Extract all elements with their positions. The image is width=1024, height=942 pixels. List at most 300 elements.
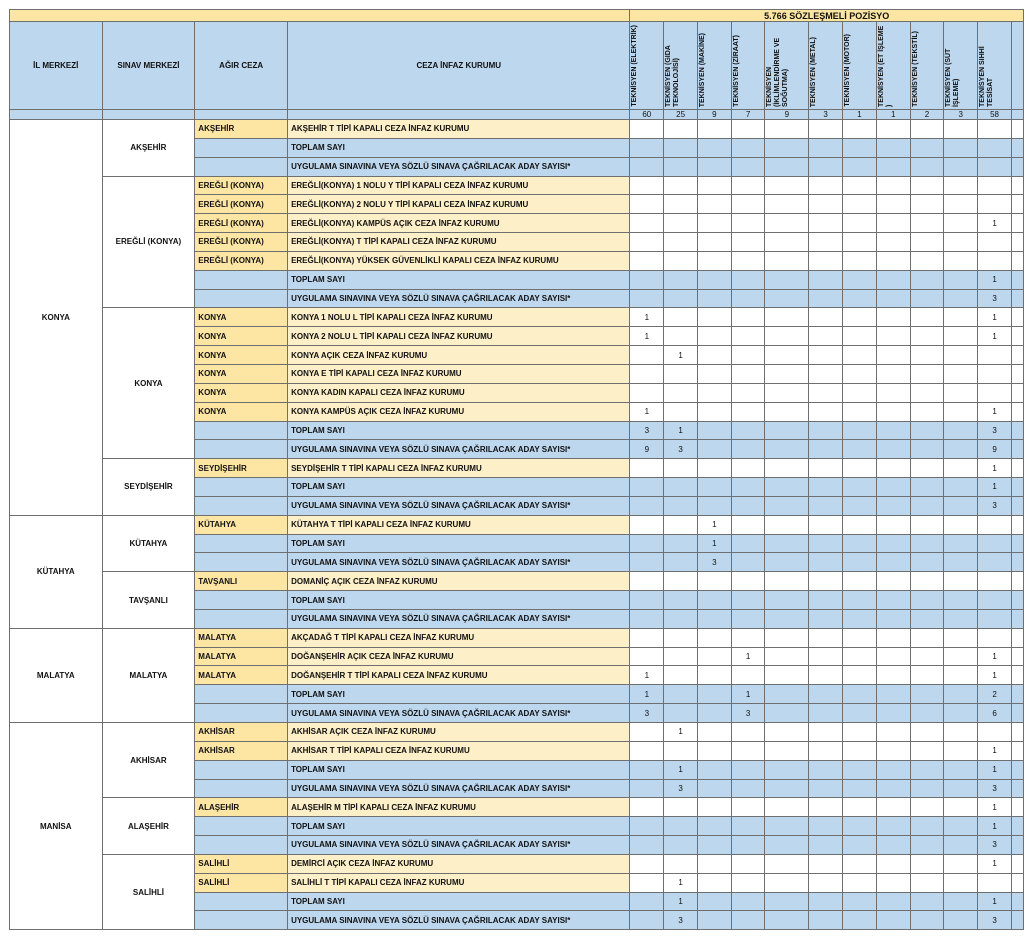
count-cell <box>765 798 809 817</box>
total-label-cell: UYGULAMA SINAVINA VEYA SÖZLÜ SINAVA ÇAĞRILACAK ADAY SAYISI* <box>288 704 630 723</box>
count-cell <box>731 138 765 157</box>
count-cell <box>664 364 698 383</box>
kurum-name-cell: DOMANİÇ AÇIK CEZA İNFAZ KURUMU <box>288 572 630 591</box>
count-cell <box>876 233 910 252</box>
count-cell <box>978 176 1012 195</box>
count-cell <box>630 364 664 383</box>
kurum-name-cell: EREĞLİ(KONYA) YÜKSEK GÜVENLİKLİ KAPALI CEZA İNFAZ KURUMU <box>288 251 630 270</box>
count-cell <box>731 553 765 572</box>
count-cell <box>698 854 732 873</box>
count-cell <box>809 459 843 478</box>
agir-ceza-cell: KÜTAHYA <box>195 515 288 534</box>
kurum-name-cell: KONYA KAMPÜS AÇIK CEZA İNFAZ KURUMU <box>288 402 630 421</box>
count-cell <box>731 402 765 421</box>
count-cell <box>876 308 910 327</box>
count-cell <box>698 836 732 855</box>
count-cell <box>944 817 978 836</box>
count-cell: 1 <box>978 741 1012 760</box>
position-header: TEKNİSYEN (GIDA TEKNOLOJİSİ) <box>664 22 698 110</box>
count-cell <box>843 553 877 572</box>
agir-ceza-cell <box>195 609 288 628</box>
count-cell <box>630 478 664 497</box>
count-cell <box>698 478 732 497</box>
count-cell <box>630 515 664 534</box>
kurum-name-cell: KONYA KADIN KAPALI CEZA İNFAZ KURUMU <box>288 383 630 402</box>
count-cell <box>630 647 664 666</box>
count-cell <box>630 233 664 252</box>
count-cell <box>664 459 698 478</box>
count-cell <box>843 176 877 195</box>
total-label-cell: UYGULAMA SINAVINA VEYA SÖZLÜ SINAVA ÇAĞRILACAK ADAY SAYISI* <box>288 779 630 798</box>
count-cell <box>630 760 664 779</box>
count-cell <box>978 873 1012 892</box>
count-cell <box>944 440 978 459</box>
count-cell: 1 <box>978 402 1012 421</box>
count-cell <box>910 723 944 742</box>
count-cell <box>910 346 944 365</box>
truncated-cell <box>1011 459 1023 478</box>
count-cell <box>843 496 877 515</box>
kurum-name-cell: AKŞEHİR T TİPİ KAPALI CEZA İNFAZ KURUMU <box>288 120 630 139</box>
count-cell <box>664 609 698 628</box>
count-cell <box>698 760 732 779</box>
institution-row <box>10 120 1024 139</box>
count-cell <box>664 383 698 402</box>
sheet-title: 5.766 SÖZLEŞMELİ POZİSYO <box>630 10 1024 22</box>
count-cell <box>809 308 843 327</box>
count-cell <box>876 911 910 930</box>
count-cell <box>809 817 843 836</box>
truncated-cell <box>1011 591 1023 610</box>
count-cell <box>765 591 809 610</box>
truncated-cell <box>1011 704 1023 723</box>
count-cell <box>809 270 843 289</box>
count-cell <box>843 346 877 365</box>
count-cell <box>910 892 944 911</box>
count-cell <box>876 138 910 157</box>
count-cell <box>765 515 809 534</box>
count-cell <box>630 609 664 628</box>
count-cell <box>843 911 877 930</box>
count-cell <box>630 817 664 836</box>
count-cell <box>910 609 944 628</box>
count-cell <box>630 195 664 214</box>
count-cell: 1 <box>731 647 765 666</box>
count-cell <box>843 647 877 666</box>
count-cell <box>630 346 664 365</box>
count-cell <box>944 741 978 760</box>
count-cell: 9 <box>978 440 1012 459</box>
agir-ceza-cell: EREĞLİ (KONYA) <box>195 251 288 270</box>
count-cell <box>910 289 944 308</box>
count-cell <box>765 120 809 139</box>
position-header: TEKNİSYEN (ZİRAAT) <box>731 22 765 110</box>
count-cell <box>630 798 664 817</box>
count-cell <box>876 760 910 779</box>
count-cell <box>664 515 698 534</box>
count-cell <box>944 704 978 723</box>
count-cell <box>664 817 698 836</box>
count-cell <box>978 364 1012 383</box>
truncated-cell <box>1011 515 1023 534</box>
count-cell <box>731 383 765 402</box>
count-cell <box>978 723 1012 742</box>
count-cell <box>765 421 809 440</box>
count-cell: 3 <box>978 421 1012 440</box>
count-cell <box>910 176 944 195</box>
count-cell <box>698 779 732 798</box>
count-cell <box>809 723 843 742</box>
count-cell: 1 <box>698 515 732 534</box>
table-body <box>10 120 1024 930</box>
count-cell <box>664 289 698 308</box>
count-cell <box>809 364 843 383</box>
count-cell <box>630 214 664 233</box>
count-cell <box>765 836 809 855</box>
count-cell <box>944 911 978 930</box>
total-label-cell: UYGULAMA SINAVINA VEYA SÖZLÜ SINAVA ÇAĞRILACAK ADAY SAYISI* <box>288 440 630 459</box>
agir-ceza-cell <box>195 704 288 723</box>
count-cell <box>910 327 944 346</box>
count-cell <box>843 591 877 610</box>
count-cell <box>698 327 732 346</box>
truncated-cell <box>1011 798 1023 817</box>
institution-row <box>10 628 1024 647</box>
count-cell <box>664 591 698 610</box>
truncated-cell <box>1011 873 1023 892</box>
count-cell: 1 <box>978 760 1012 779</box>
count-cell <box>978 515 1012 534</box>
count-cell <box>664 534 698 553</box>
count-cell <box>809 251 843 270</box>
count-cell <box>944 402 978 421</box>
count-cell <box>809 572 843 591</box>
count-cell <box>765 214 809 233</box>
count-cell <box>809 779 843 798</box>
count-cell <box>765 704 809 723</box>
count-cell <box>630 553 664 572</box>
count-cell <box>843 685 877 704</box>
agir-ceza-cell: SALİHLİ <box>195 873 288 892</box>
total-label-cell: TOPLAM SAYI <box>288 478 630 497</box>
count-cell <box>876 723 910 742</box>
total-label-cell: UYGULAMA SINAVINA VEYA SÖZLÜ SINAVA ÇAĞRILACAK ADAY SAYISI* <box>288 496 630 515</box>
total-label-cell: UYGULAMA SINAVINA VEYA SÖZLÜ SINAVA ÇAĞRILACAK ADAY SAYISI* <box>288 911 630 930</box>
count-cell <box>698 233 732 252</box>
count-cell <box>731 289 765 308</box>
sinav-merkezi-cell: SALİHLİ <box>102 854 195 929</box>
count-cell <box>731 836 765 855</box>
count-cell <box>944 308 978 327</box>
agir-ceza-cell: TAVŞANLI <box>195 572 288 591</box>
institution-row <box>10 798 1024 817</box>
il-merkezi-cell: MALATYA <box>10 628 103 722</box>
count-cell <box>910 779 944 798</box>
count-cell <box>765 138 809 157</box>
count-cell <box>765 440 809 459</box>
count-cell <box>630 911 664 930</box>
kurum-name-cell: KONYA 2 NOLU L TİPİ KAPALI CEZA İNFAZ KURUMU <box>288 327 630 346</box>
count-cell <box>765 327 809 346</box>
count-cell <box>944 723 978 742</box>
count-cell: 6 <box>978 704 1012 723</box>
count-cell <box>876 609 910 628</box>
count-cell <box>698 647 732 666</box>
count-cell <box>698 421 732 440</box>
total-label-cell: TOPLAM SAYI <box>288 817 630 836</box>
count-cell <box>664 478 698 497</box>
count-cell <box>630 892 664 911</box>
count-cell <box>843 854 877 873</box>
count-cell: 1 <box>731 685 765 704</box>
sinav-merkezi-cell: AKHİSAR <box>102 723 195 798</box>
count-cell <box>843 214 877 233</box>
count-cell <box>944 346 978 365</box>
count-cell <box>944 421 978 440</box>
truncated-cell <box>1011 421 1023 440</box>
count-cell <box>843 723 877 742</box>
count-cell <box>910 496 944 515</box>
count-cell <box>910 383 944 402</box>
count-cell <box>664 214 698 233</box>
count-cell <box>630 741 664 760</box>
agir-ceza-cell <box>195 892 288 911</box>
count-cell <box>809 478 843 497</box>
count-cell <box>944 798 978 817</box>
count-cell <box>630 289 664 308</box>
count-cell <box>876 270 910 289</box>
count-cell <box>698 798 732 817</box>
agir-ceza-cell <box>195 440 288 459</box>
count-cell <box>809 440 843 459</box>
count-cell <box>698 741 732 760</box>
count-cell <box>765 628 809 647</box>
count-cell <box>944 553 978 572</box>
count-cell <box>630 251 664 270</box>
count-cell: 3 <box>978 836 1012 855</box>
count-cell <box>944 685 978 704</box>
truncated-cell <box>1011 572 1023 591</box>
count-cell <box>731 327 765 346</box>
count-cell <box>843 817 877 836</box>
count-cell: 1 <box>698 534 732 553</box>
count-cell <box>809 836 843 855</box>
count-cell <box>698 817 732 836</box>
position-header: TEKNİSYEN (ET İŞLEME ) <box>876 22 910 110</box>
total-label-cell: UYGULAMA SINAVINA VEYA SÖZLÜ SINAVA ÇAĞRILACAK ADAY SAYISI* <box>288 157 630 176</box>
count-cell <box>765 572 809 591</box>
count-cell <box>910 515 944 534</box>
agir-ceza-cell: ALAŞEHİR <box>195 798 288 817</box>
count-cell <box>944 478 978 497</box>
count-cell <box>843 402 877 421</box>
agir-ceza-cell: EREĞLİ (KONYA) <box>195 195 288 214</box>
count-cell <box>765 233 809 252</box>
count-cell <box>876 195 910 214</box>
count-cell <box>843 873 877 892</box>
count-cell <box>731 760 765 779</box>
agir-ceza-cell <box>195 270 288 289</box>
count-cell: 3 <box>664 911 698 930</box>
count-cell <box>843 459 877 478</box>
count-cell <box>664 402 698 421</box>
truncated-cell <box>1011 685 1023 704</box>
kurum-name-cell: AKÇADAĞ T TİPİ KAPALI CEZA İNFAZ KURUMU <box>288 628 630 647</box>
count-cell: 1 <box>978 647 1012 666</box>
position-total: 3 <box>809 110 843 120</box>
count-cell <box>843 138 877 157</box>
agir-ceza-cell <box>195 478 288 497</box>
count-cell <box>944 591 978 610</box>
count-cell <box>876 704 910 723</box>
count-cell: 3 <box>698 553 732 572</box>
total-label-cell: UYGULAMA SINAVINA VEYA SÖZLÜ SINAVA ÇAĞRILACAK ADAY SAYISI* <box>288 609 630 628</box>
count-cell <box>630 836 664 855</box>
count-cell <box>843 704 877 723</box>
count-cell <box>664 327 698 346</box>
count-cell <box>698 572 732 591</box>
count-cell <box>630 138 664 157</box>
count-cell <box>630 572 664 591</box>
count-cell <box>765 402 809 421</box>
truncated-cell <box>1011 911 1023 930</box>
count-cell <box>664 251 698 270</box>
count-cell <box>731 251 765 270</box>
truncated-cell <box>1011 346 1023 365</box>
count-cell <box>664 854 698 873</box>
count-cell <box>978 383 1012 402</box>
sinav-merkezi-header: SINAV MERKEZİ <box>102 22 195 110</box>
count-cell: 1 <box>978 327 1012 346</box>
count-cell <box>876 402 910 421</box>
kurum-name-cell: DEMİRCİ AÇIK CEZA İNFAZ KURUMU <box>288 854 630 873</box>
count-cell <box>809 289 843 308</box>
agir-ceza-cell <box>195 685 288 704</box>
count-cell <box>765 666 809 685</box>
count-cell <box>731 741 765 760</box>
truncated-cell <box>1011 157 1023 176</box>
count-cell <box>664 666 698 685</box>
count-cell <box>698 892 732 911</box>
count-cell <box>765 760 809 779</box>
count-cell <box>876 214 910 233</box>
count-cell <box>809 534 843 553</box>
count-cell <box>910 666 944 685</box>
institution-row <box>10 723 1024 742</box>
position-header: TEKNİSYEN (SÜT İŞLEME) <box>944 22 978 110</box>
count-cell <box>876 251 910 270</box>
count-cell <box>944 364 978 383</box>
count-cell <box>843 798 877 817</box>
count-cell <box>978 572 1012 591</box>
kurum-name-cell: EREĞLİ(KONYA) T TİPİ KAPALI CEZA İNFAZ KURUMU <box>288 233 630 252</box>
count-cell <box>698 666 732 685</box>
count-cell <box>910 798 944 817</box>
count-cell: 1 <box>978 892 1012 911</box>
count-cell <box>664 741 698 760</box>
total-label-cell: UYGULAMA SINAVINA VEYA SÖZLÜ SINAVA ÇAĞRILACAK ADAY SAYISI* <box>288 553 630 572</box>
truncated-cell <box>1011 120 1023 139</box>
count-cell <box>910 647 944 666</box>
count-cell <box>731 157 765 176</box>
ceza-infaz-kurumu-header: CEZA İNFAZ KURUMU <box>288 22 630 110</box>
count-cell <box>765 496 809 515</box>
count-cell <box>809 402 843 421</box>
count-cell <box>698 685 732 704</box>
count-cell <box>765 308 809 327</box>
count-cell <box>664 553 698 572</box>
count-cell <box>876 836 910 855</box>
count-cell: 1 <box>978 459 1012 478</box>
count-cell <box>843 251 877 270</box>
count-cell <box>698 364 732 383</box>
count-cell <box>765 157 809 176</box>
count-cell <box>843 195 877 214</box>
sinav-merkezi-cell: SEYDİŞEHİR <box>102 459 195 516</box>
count-cell <box>944 628 978 647</box>
count-cell <box>698 873 732 892</box>
count-cell <box>876 873 910 892</box>
truncated-cell <box>1011 628 1023 647</box>
count-cell <box>765 346 809 365</box>
truncated-cell <box>1011 364 1023 383</box>
count-cell <box>910 685 944 704</box>
count-cell <box>944 534 978 553</box>
count-cell <box>698 591 732 610</box>
count-cell <box>876 892 910 911</box>
truncated-cell <box>1011 854 1023 873</box>
count-cell <box>843 741 877 760</box>
count-cell <box>698 723 732 742</box>
count-cell <box>809 873 843 892</box>
count-cell <box>910 591 944 610</box>
total-label-cell: TOPLAM SAYI <box>288 685 630 704</box>
count-cell <box>843 572 877 591</box>
count-cell <box>731 534 765 553</box>
institution-row <box>10 515 1024 534</box>
count-cell <box>731 798 765 817</box>
truncated-cell <box>1011 233 1023 252</box>
count-cell <box>843 270 877 289</box>
kurum-name-cell: SEYDİŞEHİR T TİPİ KAPALI CEZA İNFAZ KURUMU <box>288 459 630 478</box>
count-cell <box>731 233 765 252</box>
total-label-cell: UYGULAMA SINAVINA VEYA SÖZLÜ SINAVA ÇAĞRILACAK ADAY SAYISI* <box>288 289 630 308</box>
count-cell <box>809 327 843 346</box>
count-cell: 1 <box>664 346 698 365</box>
count-cell <box>731 892 765 911</box>
count-cell <box>698 402 732 421</box>
count-cell <box>978 534 1012 553</box>
count-cell <box>876 741 910 760</box>
count-cell <box>731 496 765 515</box>
count-cell <box>843 308 877 327</box>
agir-ceza-cell: MALATYA <box>195 647 288 666</box>
truncated-cell <box>1011 534 1023 553</box>
count-cell <box>698 270 732 289</box>
position-total: 9 <box>698 110 732 120</box>
count-cell <box>664 836 698 855</box>
count-cell: 3 <box>731 704 765 723</box>
count-cell <box>630 628 664 647</box>
count-cell <box>944 609 978 628</box>
agir-ceza-cell: KONYA <box>195 308 288 327</box>
count-cell <box>698 138 732 157</box>
count-cell <box>910 854 944 873</box>
count-cell <box>978 553 1012 572</box>
count-cell <box>910 251 944 270</box>
count-cell <box>630 157 664 176</box>
truncated-cell <box>1011 176 1023 195</box>
